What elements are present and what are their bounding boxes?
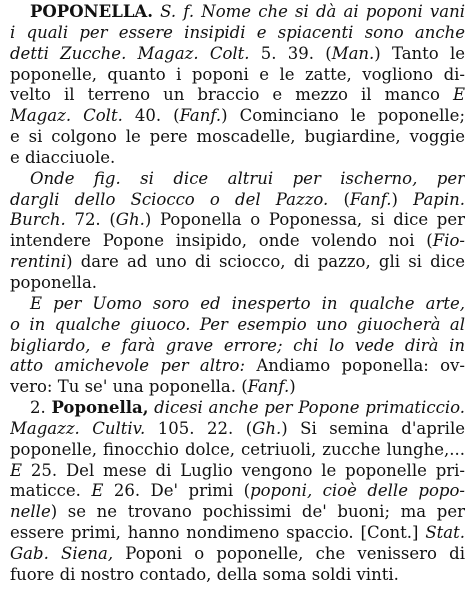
text-segment: velto il terreno un braccio e mezzo il manco [10,85,453,105]
italic-text: atto amichevole per altro: [10,356,246,376]
italic-text: dargli dello Sciocco o del Pazzo. [10,189,329,209]
text-line [10,398,465,419]
text-segment: ) se ne trovano pochissimi de' buoni; ma per [50,502,465,522]
italic-text: Fio- [432,231,465,251]
italic-text: dicesi anche per Popone primaticcio. [148,398,465,418]
italic-text: Papin. [413,189,465,209]
text-segment: poponelle, finocchio dolce, cetriuoli, zucche lunghe,... [10,439,465,459]
text-segment: ) Si semina d'aprile [281,418,465,438]
italic-text: E per Uomo soro ed inesperto in qualche arte, [30,293,465,313]
text-segment: ) Poponella o Poponessa, si dice per [144,210,465,230]
text-line [10,523,465,544]
text-segment: 5. 39. ( [249,43,332,63]
italic-text: Fanf. [247,377,290,397]
italic-text: Magazz. Cultiv. [10,418,146,438]
italic-text: Fanf. [349,189,392,209]
headword: Poponella, [51,398,149,418]
text-segment: 2. [30,398,52,418]
text-line [10,44,465,65]
text-line [10,210,465,231]
text-segment: fuore di nostro contado, della soma soldi vinti. [10,564,399,584]
text-line [10,565,465,586]
text-line [10,106,465,127]
text-segment: essere primi, hanno nondimeno spaccio. [Cont.] [10,523,426,543]
italic-text: Gab. Siena, [10,543,114,563]
text-line [10,65,465,86]
text-line [10,273,465,294]
text-segment: 105. 22. ( [145,418,253,438]
italic-text: S. f. Nome che si dà ai poponi vani [152,2,465,21]
text-segment: ) Tanto le [374,43,465,63]
text-segment: vero: Tu se' una poponella. ( [10,377,248,397]
text-line [10,231,465,252]
italic-text: E [10,460,23,480]
italic-text: Onde fig. si dice altrui per ischerno, per [30,168,465,188]
text-line [10,481,465,502]
text-line [10,419,465,440]
text-line [10,544,465,565]
italic-text: Magaz. Colt. [10,106,123,126]
text-segment: poponella. [10,272,98,292]
text-line [10,190,465,211]
text-segment: ( [328,189,350,209]
text-segment: poponelle, quanto i poponi e le zatte, vogliono di- [10,64,465,84]
text-segment: maticce. [10,481,92,501]
italic-text: poponi, cioè delle popo- [250,481,465,501]
text-line [10,315,465,336]
italic-text: i quali per essere insipidi e spiacenti sono anche [10,22,465,42]
text-segment: Andiamo poponella: ov- [245,356,465,376]
text-line [10,169,465,190]
italic-text: Gh. [115,210,145,230]
text-segment: ) [289,377,296,397]
text-line [10,502,465,523]
text-segment: ) [391,189,414,209]
text-line [10,127,465,148]
text-line [10,2,465,23]
italic-text: E [91,481,104,501]
text-segment: 72. ( [65,210,116,230]
text-line [10,23,465,44]
text-segment: Poponi o poponelle, che venissero di [113,543,465,563]
italic-text: bigliardo, e farà grave errore; chi lo vede dirà in [10,335,465,355]
text-line [10,336,465,357]
text-segment: e si colgono le pere moscadelle, bugiardine, voggie [10,127,465,147]
italic-text: nelle [10,502,51,522]
text-line [10,148,465,169]
italic-text: Stat. [425,523,465,543]
text-line [10,461,465,482]
italic-text: Burch. [10,210,66,230]
text-line [10,377,465,398]
italic-text: E [452,85,465,105]
text-segment: e diacciuole. [10,147,116,167]
italic-text: Fanf. [179,106,222,126]
text-line [10,356,465,377]
italic-text: Man. [331,43,375,63]
italic-text: o in qualche giuoco. Per esempio uno giuocherà al [10,314,465,334]
text-line [10,85,465,106]
headword: POPONELLA. [30,2,153,21]
text-segment: 40. ( [122,106,180,126]
italic-text: detti Zucche. Magaz. Colt. [10,43,250,63]
italic-text: Gh. [252,418,282,438]
text-segment: ) dare ad uno di sciocco, di pazzo, gli si dice [66,252,465,272]
text-line [10,252,465,273]
italic-text: rentini [10,252,67,272]
text-segment: 26. De' primi ( [103,481,251,501]
text-line [10,294,465,315]
text-segment: 25. Del mese di Luglio vengono le poponelle pri- [22,460,465,480]
text-segment: ) Cominciano le poponelle; [221,106,465,126]
text-segment: intendere Popone insipido, onde volendo noi ( [10,231,433,251]
text-line [10,440,465,461]
